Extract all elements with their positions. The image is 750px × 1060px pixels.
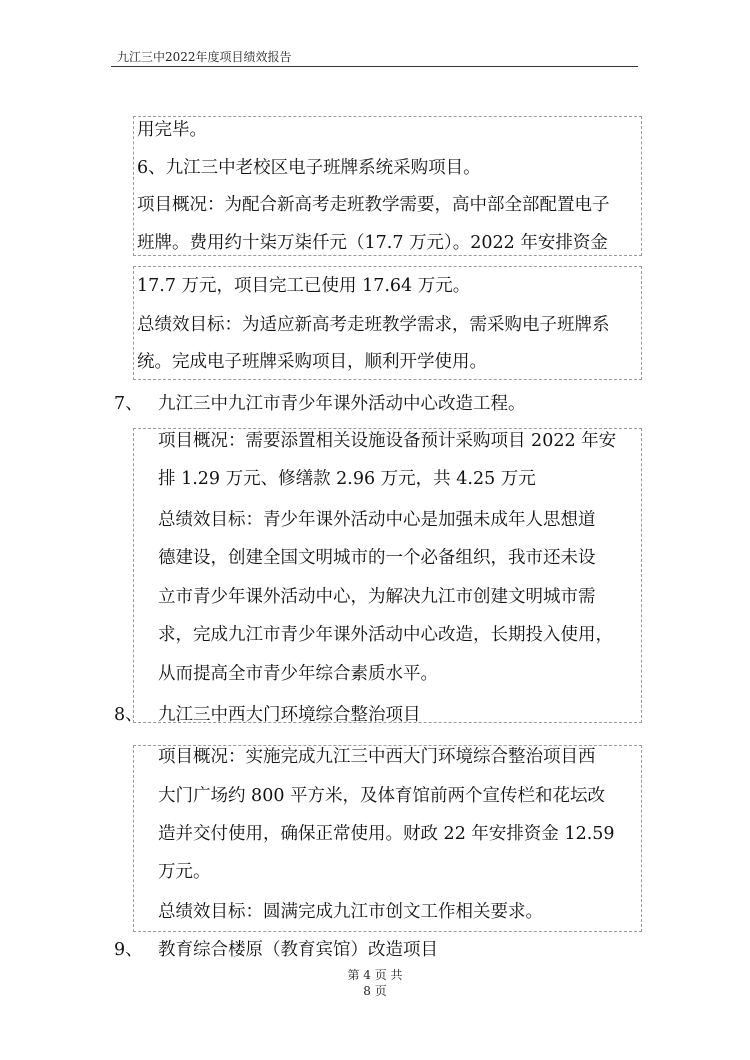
item7-overview-line: 项目概况：需要添置相关设施设备预计采购项目 2022 年安 <box>158 431 617 451</box>
item8-overview-line: 项目概况：实施完成九江三中西大门环境综合整治项目西 <box>158 747 596 767</box>
item7-goal-line: 从而提高全市青少年综合素质水平。 <box>158 664 438 684</box>
paragraph-line: 用完毕。 <box>137 120 207 140</box>
item7-goal-line: 德建设，创建全国文明城市的一个必备组织，我市还未设 <box>158 548 596 568</box>
item6-goal-line: 总绩效目标：为适应新高考走班教学需求，需采购电子班牌系 <box>137 315 610 335</box>
item8-goal-line: 总绩效目标：圆满完成九江市创文工作相关要求。 <box>158 902 543 922</box>
page-number-line2: 8 页 <box>363 984 387 998</box>
item6-title: 6、九江三中老校区电子班牌系统采购项目。 <box>137 158 481 178</box>
item6-goal-line: 统。完成电子班牌采购项目，顺利开学使用。 <box>137 352 487 372</box>
item7-goal-line: 求，完成九江市青少年课外活动中心改造，长期投入使用， <box>158 625 613 645</box>
item8-number: 8、 <box>114 705 143 725</box>
item8-overview-line: 大门广场约 800 平方米，及体育馆前两个宣传栏和花坛改 <box>158 786 606 806</box>
item8-overview-line: 造并交付使用，确保正常使用。财政 22 年安排资金 12.59 <box>158 824 615 844</box>
header-rule <box>111 66 638 67</box>
item8-overview-line: 万元。 <box>158 862 211 882</box>
item6-overview-line: 班牌。费用约十柒万柒仟元（17.7 万元）。2022 年安排资金 <box>137 233 608 253</box>
header-title: 九江三中2022年度项目绩效报告 <box>117 50 292 64</box>
item7-goal-line: 总绩效目标：青少年课外活动中心是加强未成年人思想道 <box>158 510 596 530</box>
item6-overview-line: 项目概况：为配合新高考走班教学需要，高中部全部配置电子 <box>137 195 610 215</box>
item6-overview-line: 17.7 万元，项目完工已使用 17.64 万元。 <box>137 276 471 296</box>
item7-title: 九江三中九江市青少年课外活动中心改造工程。 <box>158 394 526 414</box>
item9-title: 教育综合楼原（教育宾馆）改造项目 <box>158 940 438 960</box>
item7-goal-line: 立市青少年课外活动中心，为解决九江市创建文明城市需 <box>158 587 596 607</box>
item7-number: 7、 <box>114 394 143 414</box>
item8-title: 九江三中西大门环境综合整治项目 <box>158 705 421 725</box>
page-number-line1: 第 4 页 共 <box>347 968 403 982</box>
item9-number: 9、 <box>114 940 143 960</box>
item7-overview-line: 排 1.29 万元、修缮款 2.96 万元，共 4.25 万元 <box>158 469 536 489</box>
